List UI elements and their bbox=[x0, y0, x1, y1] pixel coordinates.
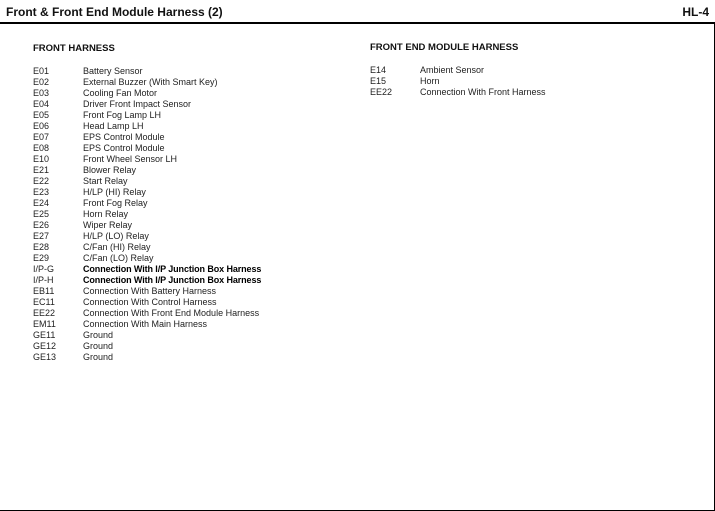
connector-description: Ground bbox=[83, 341, 114, 351]
connector-code: EE22 bbox=[33, 308, 56, 318]
connector-code: E01 bbox=[33, 66, 50, 76]
front-harness-list bbox=[33, 66, 261, 363]
connector-description: Connection With I/P Junction Box Harness bbox=[83, 264, 262, 274]
list-item bbox=[33, 319, 261, 330]
connector-code: E06 bbox=[33, 121, 50, 131]
connector-code: E22 bbox=[33, 176, 50, 186]
connector-code: E03 bbox=[33, 88, 50, 98]
connector-description: H/LP (HI) Relay bbox=[83, 187, 146, 197]
connector-description: Connection With Front End Module Harness bbox=[83, 308, 260, 318]
list-item bbox=[33, 275, 261, 286]
list-item bbox=[33, 77, 261, 88]
connector-description: Blower Relay bbox=[83, 165, 137, 175]
front-end-module-harness-title: FRONT END MODULE HARNESS bbox=[370, 42, 519, 53]
page-number: HL-4 bbox=[682, 5, 709, 19]
list-item bbox=[33, 352, 261, 363]
list-item bbox=[370, 76, 546, 87]
connector-code: E14 bbox=[370, 65, 387, 75]
connector-code: E05 bbox=[33, 110, 50, 120]
connector-description: Connection With Control Harness bbox=[83, 297, 217, 307]
list-item bbox=[33, 264, 261, 275]
connector-description: C/Fan (LO) Relay bbox=[83, 253, 154, 263]
list-item bbox=[33, 176, 261, 187]
connector-code: E25 bbox=[33, 209, 50, 219]
connector-code: GE13 bbox=[33, 352, 57, 362]
list-item bbox=[33, 209, 261, 220]
list-item bbox=[33, 231, 261, 242]
list-item bbox=[33, 110, 261, 121]
connector-code: E24 bbox=[33, 198, 50, 208]
list-item bbox=[33, 253, 261, 264]
connector-code: E29 bbox=[33, 253, 50, 263]
list-item bbox=[33, 308, 261, 319]
connector-description: Ambient Sensor bbox=[420, 65, 485, 75]
connector-description: Front Wheel Sensor LH bbox=[83, 154, 178, 164]
list-item bbox=[33, 297, 261, 308]
list-item bbox=[33, 341, 261, 352]
connector-description: H/LP (LO) Relay bbox=[83, 231, 149, 241]
connector-description: Cooling Fan Motor bbox=[83, 88, 158, 98]
connector-code: GE12 bbox=[33, 341, 57, 351]
connector-description: Front Fog Relay bbox=[83, 198, 148, 208]
connector-code: E26 bbox=[33, 220, 50, 230]
list-item bbox=[33, 88, 261, 99]
connector-code: E07 bbox=[33, 132, 50, 142]
connector-description: Start Relay bbox=[83, 176, 128, 186]
list-item bbox=[33, 187, 261, 198]
front-harness-section bbox=[33, 43, 261, 363]
list-item bbox=[33, 330, 261, 341]
connector-description: Connection With Front Harness bbox=[420, 87, 546, 97]
connector-description: Ground bbox=[83, 330, 114, 340]
connector-code: EM11 bbox=[33, 319, 56, 329]
connector-description: Horn bbox=[420, 76, 440, 86]
page-header bbox=[0, 0, 715, 24]
front-end-module-harness-list bbox=[370, 65, 546, 98]
list-item bbox=[33, 154, 261, 165]
connector-description: Ground bbox=[83, 352, 114, 362]
list-item bbox=[33, 143, 261, 154]
connector-description: Connection With Battery Harness bbox=[83, 286, 217, 296]
connector-code: EC11 bbox=[33, 297, 55, 307]
list-item bbox=[33, 99, 261, 110]
connector-description: EPS Control Module bbox=[83, 132, 165, 142]
connector-description: Head Lamp LH bbox=[83, 121, 144, 131]
connector-code: EE22 bbox=[370, 87, 393, 97]
connector-code: EB11 bbox=[33, 286, 55, 296]
connector-description: Wiper Relay bbox=[83, 220, 133, 230]
connector-code: GE11 bbox=[33, 330, 56, 340]
front-end-module-harness-section bbox=[370, 42, 546, 98]
connector-code: E27 bbox=[33, 231, 50, 241]
list-item bbox=[33, 165, 261, 176]
connector-code: E08 bbox=[33, 143, 50, 153]
list-item bbox=[370, 87, 546, 98]
connector-code: E02 bbox=[33, 77, 50, 87]
list-item bbox=[370, 65, 546, 76]
connector-description: EPS Control Module bbox=[83, 143, 165, 153]
document-title: Front & Front End Module Harness (2) bbox=[6, 5, 223, 19]
connector-code: I/P-G bbox=[33, 264, 55, 274]
list-item bbox=[33, 220, 261, 231]
connector-code: I/P-H bbox=[33, 275, 54, 285]
connector-description: Connection With I/P Junction Box Harness bbox=[83, 275, 262, 285]
list-item bbox=[33, 121, 261, 132]
connector-description: Horn Relay bbox=[83, 209, 129, 219]
connector-description: Front Fog Lamp LH bbox=[83, 110, 162, 120]
connector-code: E10 bbox=[33, 154, 50, 164]
list-item bbox=[33, 286, 261, 297]
connector-description: Driver Front Impact Sensor bbox=[83, 99, 192, 109]
connector-code: E21 bbox=[33, 165, 50, 175]
connector-description: External Buzzer (With Smart Key) bbox=[83, 77, 218, 87]
connector-description: Battery Sensor bbox=[83, 66, 143, 76]
connector-code: E15 bbox=[370, 76, 387, 86]
list-item bbox=[33, 132, 261, 143]
front-harness-title: FRONT HARNESS bbox=[33, 43, 115, 54]
connector-code: E23 bbox=[33, 187, 50, 197]
list-item bbox=[33, 242, 261, 253]
connector-description: C/Fan (HI) Relay bbox=[83, 242, 151, 252]
list-item bbox=[33, 66, 261, 77]
list-item bbox=[33, 198, 261, 209]
connector-code: E28 bbox=[33, 242, 50, 252]
connector-code: E04 bbox=[33, 99, 50, 109]
connector-description: Connection With Main Harness bbox=[83, 319, 208, 329]
